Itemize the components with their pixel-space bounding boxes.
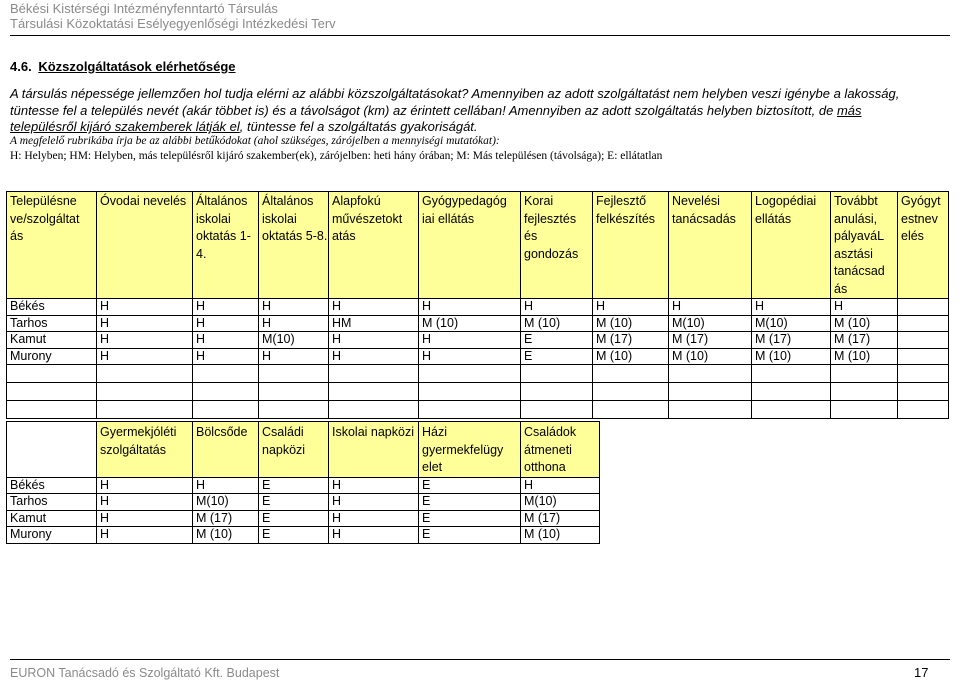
table-cell: E (521, 348, 593, 365)
table-cell (831, 401, 898, 419)
table-cell: H (669, 299, 752, 316)
table-cell (669, 365, 752, 383)
table-row (7, 299, 949, 316)
table-cell (831, 365, 898, 383)
table-cell: H (329, 477, 419, 494)
table-cell: H (329, 510, 419, 527)
footer-company: EURON Tanácsadó és Szolgáltató Kft. Budapest (10, 666, 280, 680)
table-cell: H (97, 299, 193, 316)
table-cell (593, 365, 669, 383)
table-cell: H (329, 348, 419, 365)
table-cell: E (259, 477, 329, 494)
table-cell: H (193, 315, 259, 332)
table-2-header-row (7, 422, 600, 478)
intro-line-3-underlined: településről kijáró szakemberek látják el (10, 119, 240, 134)
services-table-2 (6, 421, 600, 544)
header-cell: Családi napközi (259, 422, 329, 478)
table-cell (593, 383, 669, 401)
intro-line-2-underlined: más (836, 102, 862, 118)
table-cell: M (17) (752, 332, 831, 349)
header-cell: Nevelési tanácsadás (669, 192, 752, 299)
table-cell: Tarhos (7, 494, 97, 511)
table-cell: Tarhos (7, 315, 97, 332)
table-cell: Kamut (7, 332, 97, 349)
table-cell: E (419, 494, 521, 511)
table-cell: M (17) (831, 332, 898, 349)
header-document-title: Társulási Közoktatási Esélyegyenlőségi Intézkedési Terv (10, 16, 336, 31)
table-cell (419, 365, 521, 383)
table-cell: H (97, 510, 193, 527)
table-cell: Murony (7, 527, 97, 544)
table-1-header-row (7, 192, 949, 299)
footer-divider (10, 659, 950, 660)
table-cell: M (10) (593, 315, 669, 332)
table-cell (259, 365, 329, 383)
table-row (7, 315, 949, 332)
table-cell (898, 299, 949, 316)
table-cell (193, 401, 259, 419)
table-cell: H (329, 299, 419, 316)
table-cell (329, 401, 419, 419)
table-cell (259, 401, 329, 419)
table-cell (521, 401, 593, 419)
table-cell: H (193, 332, 259, 349)
table-cell: H (97, 527, 193, 544)
table-cell (97, 401, 193, 419)
intro-line-2-text: tüntesse fel a település nevét (akár többet is) és a távolságot (km) az érintett cellában! Amennyiben az adott szolgáltatás helyben biztosított, de (10, 102, 834, 118)
table-cell: M (10) (831, 348, 898, 365)
table-cell: E (419, 477, 521, 494)
intro-line-1: A társulás népessége jellemzően hol tudja elérni az alábbi közszolgáltatásokat? Amennyiben az adott szolgáltatást nem helyben veszi igénybe a lakosság, (10, 86, 900, 101)
header-organization: Békési Kistérségi Intézményfenntartó Társulás (10, 1, 278, 16)
table-row (7, 494, 600, 511)
table-cell: Murony (7, 348, 97, 365)
header-cell: Gyógyt estnev elés (898, 192, 949, 299)
table-cell (898, 365, 949, 383)
table-cell: M (17) (193, 510, 259, 527)
table-cell: H (752, 299, 831, 316)
table-cell: Kamut (7, 510, 97, 527)
table-cell (752, 365, 831, 383)
table-cell (898, 332, 949, 349)
table-cell: E (521, 332, 593, 349)
intro-paragraph (10, 86, 940, 136)
table-cell: H (329, 494, 419, 511)
table-cell: M (10) (193, 527, 259, 544)
header-cell: Általános iskolai oktatás 5-8. (259, 192, 329, 299)
intro-line-3 (10, 119, 940, 136)
table-cell: H (97, 315, 193, 332)
table-cell: H (193, 299, 259, 316)
table-row (7, 348, 949, 365)
header-cell: Korai fejlesztés és gondozás (521, 192, 593, 299)
table-row (7, 527, 600, 544)
header-cell: Iskolai napközi (329, 422, 419, 478)
table-cell: M(10) (259, 332, 329, 349)
table-row (7, 477, 600, 494)
table-cell (7, 401, 97, 419)
table-cell: H (593, 299, 669, 316)
table-row (7, 510, 600, 527)
table-row-empty (7, 383, 949, 401)
table-cell (521, 365, 593, 383)
table-cell (419, 401, 521, 419)
table-cell: E (419, 510, 521, 527)
table-cell (593, 401, 669, 419)
table-cell: M (10) (593, 348, 669, 365)
table-cell: H (97, 348, 193, 365)
header-cell: Családok átmeneti otthona (521, 422, 600, 478)
header-cell: Gyógypedagóg iai ellátás (419, 192, 521, 299)
header-cell: Továbbt anulási, pályaváL asztási tanácsad ás (831, 192, 898, 299)
table-cell: M (10) (521, 315, 593, 332)
table-cell: M (17) (521, 510, 600, 527)
table-cell: H (419, 332, 521, 349)
table-cell (329, 383, 419, 401)
table-cell (259, 383, 329, 401)
table-cell: M (17) (593, 332, 669, 349)
table-cell: M (10) (669, 348, 752, 365)
header-cell: Alapfokú művészetokt atás (329, 192, 419, 299)
intro-line-2 (10, 103, 940, 120)
table-cell (898, 401, 949, 419)
header-cell: Óvodai nevelés (97, 192, 193, 299)
table-cell (97, 365, 193, 383)
table-cell (329, 365, 419, 383)
table-cell (831, 383, 898, 401)
table-cell (7, 383, 97, 401)
header-divider (10, 35, 950, 36)
table-cell (898, 348, 949, 365)
header-cell (7, 422, 97, 478)
table-cell: H (329, 527, 419, 544)
table-row (7, 332, 949, 349)
section-number: 4.6. (10, 59, 32, 74)
header-cell: Általános iskolai oktatás 1-4. (193, 192, 259, 299)
instruction-text: A megfelelő rubrikába írja be az alábbi betűkódokat (ahol szükséges, zárójelben a mennyiségi mutatókat): (10, 135, 500, 147)
table-cell: M (10) (752, 348, 831, 365)
table-cell: H (419, 299, 521, 316)
table-cell: H (97, 332, 193, 349)
table-cell: E (259, 494, 329, 511)
section-heading (10, 59, 236, 74)
table-cell: HM (329, 315, 419, 332)
header-cell: Bölcsőde (193, 422, 259, 478)
services-table-1 (6, 191, 949, 419)
header-cell: Településne ve/szolgáltat ás (7, 192, 97, 299)
table-cell: M(10) (193, 494, 259, 511)
intro-line-3-text: , tüntesse fel a szolgáltatás gyakoriságát. (239, 119, 478, 134)
table-cell (7, 365, 97, 383)
table-cell (752, 383, 831, 401)
section-title: Közszolgáltatások elérhetősége (38, 59, 236, 74)
table-cell (97, 383, 193, 401)
table-cell (193, 383, 259, 401)
header-cell: Logopédiai ellátás (752, 192, 831, 299)
table-cell: H (521, 299, 593, 316)
table-row-empty (7, 401, 949, 419)
table-cell (669, 401, 752, 419)
table-cell: Békés (7, 299, 97, 316)
table-cell: M (10) (419, 315, 521, 332)
table-cell: H (329, 332, 419, 349)
table-cell (521, 383, 593, 401)
table-cell: H (97, 477, 193, 494)
table-cell (898, 383, 949, 401)
header-cell: Házi gyermekfelügy elet (419, 422, 521, 478)
table-cell: H (259, 348, 329, 365)
table-cell: M(10) (669, 315, 752, 332)
table-cell (752, 401, 831, 419)
page-number: 17 (914, 665, 929, 680)
table-cell: M (10) (521, 527, 600, 544)
legend-text: H: Helyben; HM: Helyben, más településről kijáró szakember(ek), zárójelben: heti hány órában; M: Más településen (távolsága); E: ellátatlan (10, 150, 663, 162)
table-cell (898, 315, 949, 332)
table-cell: E (259, 527, 329, 544)
table-cell: M(10) (752, 315, 831, 332)
table-cell: H (193, 348, 259, 365)
table-cell: H (831, 299, 898, 316)
table-cell: H (193, 477, 259, 494)
table-cell (193, 365, 259, 383)
table-cell: H (521, 477, 600, 494)
table-cell: M (17) (669, 332, 752, 349)
table-cell: E (259, 510, 329, 527)
header-cell: Fejlesztő felkészítés (593, 192, 669, 299)
table-cell: M(10) (521, 494, 600, 511)
table-cell: Békés (7, 477, 97, 494)
table-cell: H (259, 315, 329, 332)
table-cell: H (97, 494, 193, 511)
table-cell (669, 383, 752, 401)
table-cell: H (419, 348, 521, 365)
table-cell (419, 383, 521, 401)
header-cell: Gyermekjóléti szolgáltatás (97, 422, 193, 478)
table-cell: E (419, 527, 521, 544)
table-cell: M (10) (831, 315, 898, 332)
table-cell: H (259, 299, 329, 316)
table-row-empty (7, 365, 949, 383)
